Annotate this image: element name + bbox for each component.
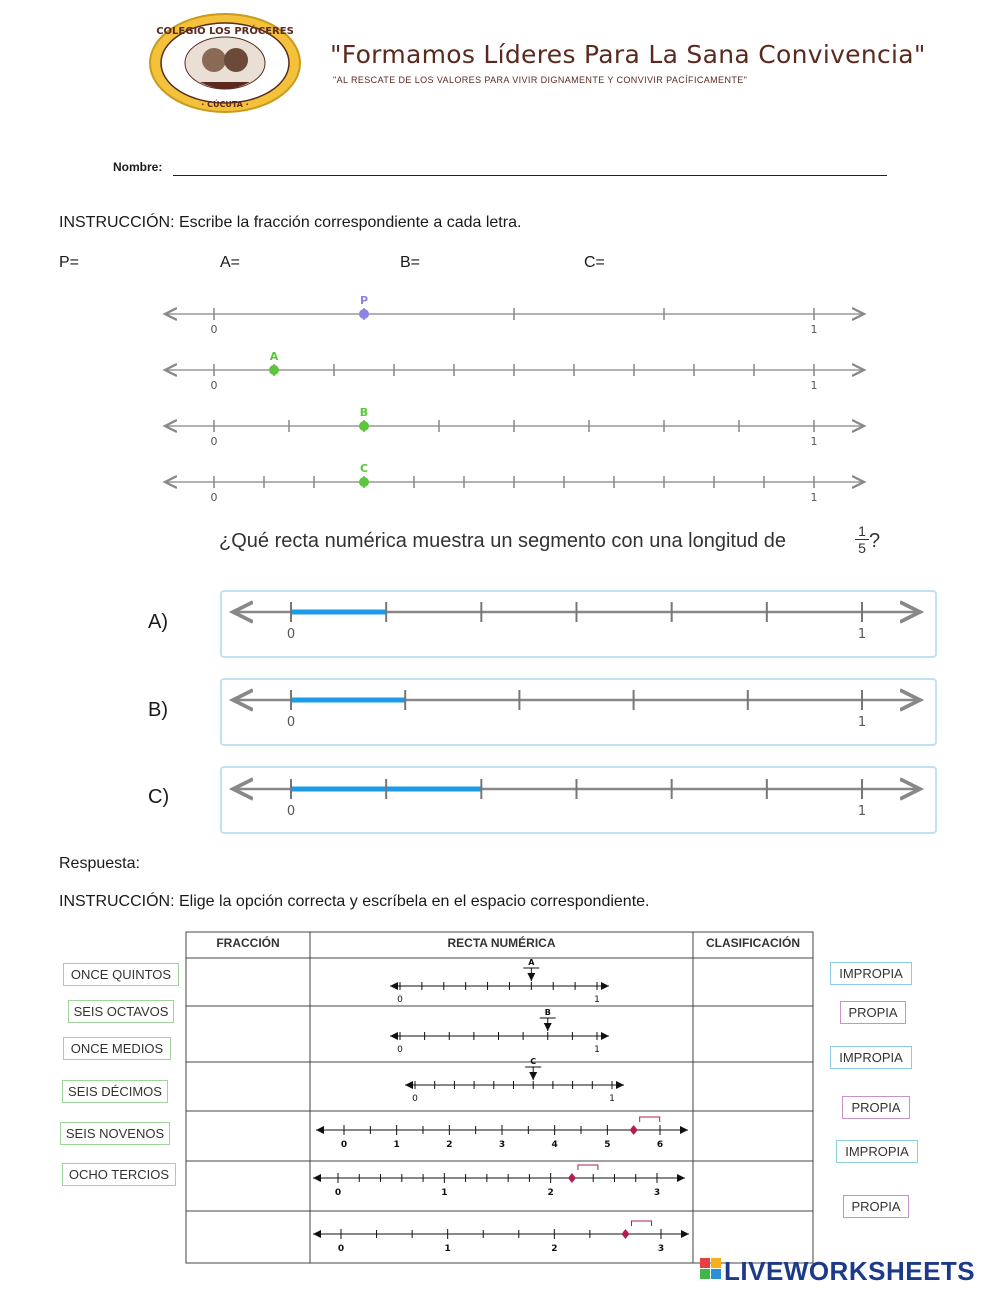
tick-label: 2	[446, 1140, 453, 1150]
option-c-letter: C)	[148, 786, 170, 808]
header-fraction: FRACCIÓN	[216, 936, 280, 950]
school-sub-motto: "AL RESCATE DE LOS VALORES PARA VIVIR DIGNAMENTE Y CONVIVIR PACÍFICAMENTE"	[333, 75, 748, 85]
brand-logo	[700, 1256, 996, 1286]
fraction-option[interactable]: OCHO TERCIOS	[62, 1163, 176, 1186]
classification-option[interactable]: PROPIA	[842, 1096, 910, 1119]
tick-label-end: 1	[857, 715, 867, 730]
header-number-line: RECTA NUMÉRICA	[447, 936, 556, 950]
tick-label-start: 0	[210, 491, 218, 504]
tick-label-start: 0	[286, 804, 296, 819]
segment-bracket	[631, 1221, 651, 1226]
tick-label-end: 1	[857, 627, 867, 642]
answer-2[interactable]: Respuesta:	[59, 855, 140, 872]
fraction-option[interactable]: ONCE MEDIOS	[63, 1037, 171, 1060]
point-label: B	[359, 406, 369, 419]
point-label: A	[269, 350, 279, 363]
segment-bracket	[640, 1117, 660, 1122]
tick-label-end: 1	[810, 379, 818, 392]
classification-option[interactable]: PROPIA	[843, 1195, 909, 1218]
brand-square-icon	[711, 1258, 721, 1268]
tick-label: 5	[604, 1140, 611, 1150]
tick-label: 1	[444, 1244, 451, 1254]
logo-top-text: COLEGIO LOS PRÓCERES	[156, 26, 294, 37]
question-2: ¿Qué recta numérica muestra un segmento con una longitud de	[219, 530, 786, 552]
brand-square-icon	[700, 1258, 710, 1268]
name-label: Nombre:	[113, 160, 163, 174]
point-b	[359, 421, 369, 431]
tick-label: 0	[337, 1244, 345, 1254]
tick-label: 0	[334, 1188, 342, 1198]
point-marker	[568, 1173, 576, 1183]
classification-option[interactable]: PROPIA	[840, 1001, 906, 1024]
tick-label-start: 0	[210, 435, 218, 448]
brand-square-icon	[711, 1269, 721, 1279]
tick-label: 3	[653, 1188, 661, 1198]
point-label: C	[359, 462, 369, 475]
brand-name: LIVEWORKSHEETS	[724, 1256, 976, 1286]
segment-bracket	[578, 1165, 598, 1170]
tick-label-end: 1	[810, 435, 818, 448]
tick-label-start: 0	[397, 995, 403, 1005]
answer-c[interactable]: C=	[584, 254, 605, 271]
tick-label-start: 0	[412, 1094, 418, 1104]
answer-b[interactable]: B=	[400, 254, 421, 271]
tick-label: 3	[498, 1140, 506, 1150]
tick-label-end: 1	[609, 1094, 615, 1104]
tick-label-start: 0	[210, 323, 218, 336]
point-a	[269, 365, 279, 375]
header-classification: CLASIFICACIÓN	[706, 936, 800, 950]
point-marker	[621, 1229, 629, 1239]
classification-option[interactable]: IMPROPIA	[830, 962, 912, 985]
pointer-label: B	[544, 1008, 551, 1017]
classification-option[interactable]: IMPROPIA	[830, 1046, 912, 1069]
tick-label: 2	[547, 1188, 554, 1198]
tick-label-start: 0	[286, 627, 296, 642]
fraction-option[interactable]: SEIS NOVENOS	[60, 1122, 170, 1145]
answer-a[interactable]: A=	[220, 254, 241, 271]
tick-label-start: 0	[286, 715, 296, 730]
pointer-label: A	[528, 958, 535, 967]
point-c	[359, 477, 369, 487]
tick-label: 4	[551, 1140, 558, 1150]
tick-label: 1	[441, 1188, 448, 1198]
tick-label-end: 1	[857, 804, 867, 819]
instruction-3: INSTRUCCIÓN: Elige la opción correcta y escríbela en el espacio correspondiente.	[59, 893, 650, 910]
tick-label-end: 1	[594, 995, 600, 1005]
tick-label: 3	[657, 1244, 665, 1254]
question-fraction: 1 5	[855, 523, 869, 556]
point-label: P	[359, 294, 369, 307]
fraction-option[interactable]: SEIS DÉCIMOS	[62, 1080, 168, 1103]
tick-label: 0	[340, 1140, 348, 1150]
point-p	[359, 309, 369, 319]
option-b-letter: B)	[148, 699, 168, 721]
classification-table	[186, 932, 813, 1263]
answer-p[interactable]: P=	[59, 254, 80, 271]
fraction-option[interactable]: SEIS OCTAVOS	[68, 1000, 174, 1023]
option-a-letter: A)	[148, 611, 168, 633]
logo-bottom-text: · CÚCUTA ·	[201, 100, 249, 109]
tick-label-end: 1	[594, 1045, 600, 1055]
tick-label-end: 1	[810, 323, 818, 336]
tick-label: 2	[551, 1244, 558, 1254]
point-marker	[630, 1125, 638, 1135]
tick-label-start: 0	[397, 1045, 403, 1055]
tick-label: 6	[656, 1140, 664, 1150]
brand-square-icon	[700, 1269, 710, 1279]
tick-label-end: 1	[810, 491, 818, 504]
school-motto: "Formamos Líderes Para La Sana Convivencia"	[330, 40, 926, 69]
tick-label: 1	[393, 1140, 400, 1150]
pointer-label: C	[530, 1057, 537, 1066]
instruction-1: INSTRUCCIÓN: Escribe la fracción correspondiente a cada letra.	[59, 214, 522, 231]
tick-label-start: 0	[210, 379, 218, 392]
classification-option[interactable]: IMPROPIA	[836, 1140, 918, 1163]
fraction-option[interactable]: ONCE QUINTOS	[63, 963, 179, 986]
